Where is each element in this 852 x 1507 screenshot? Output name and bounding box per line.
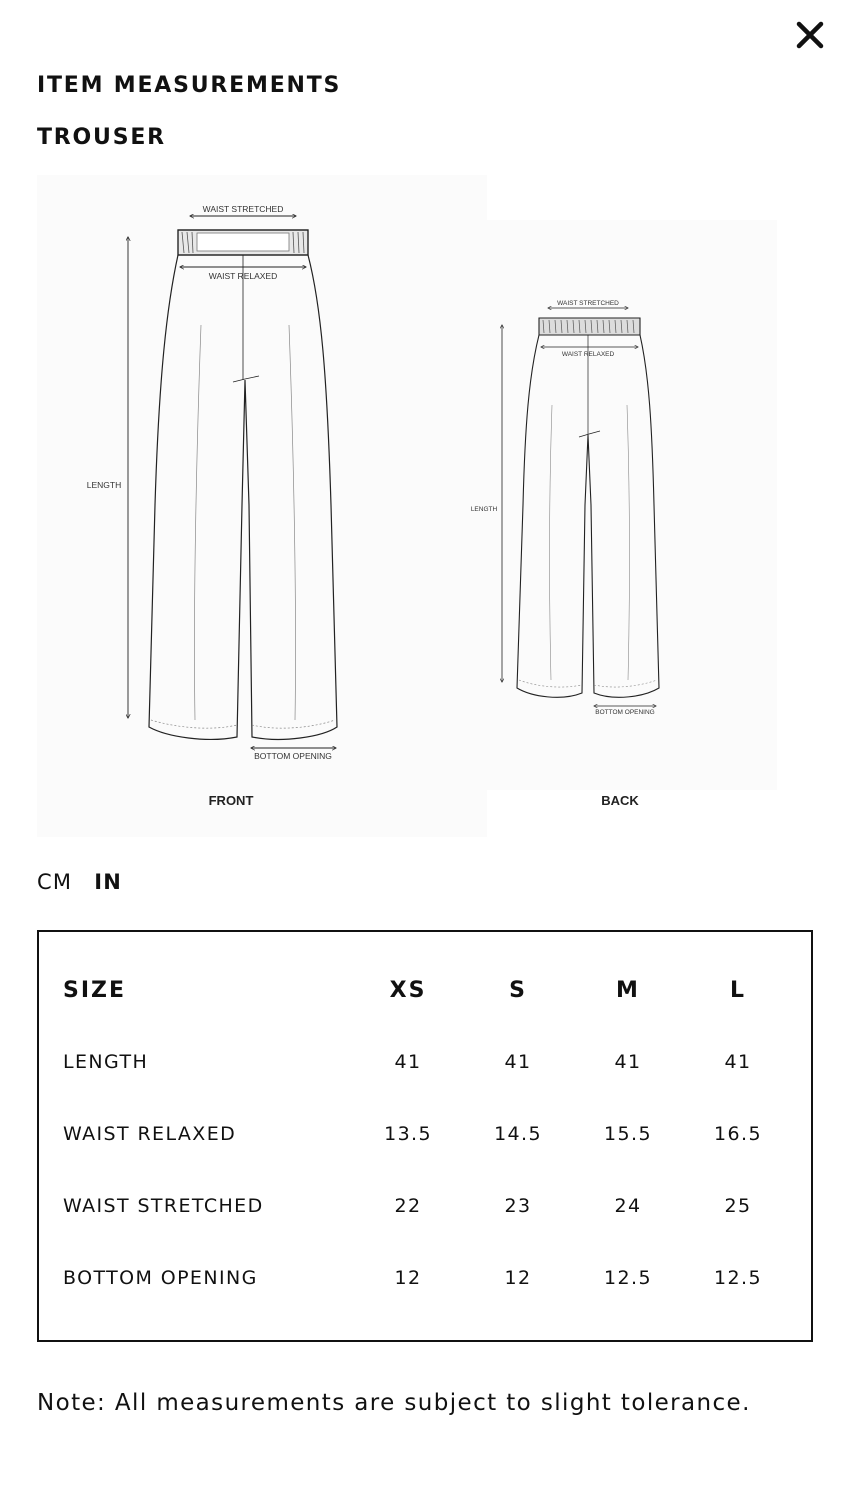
table-cell: 41 <box>394 1051 422 1073</box>
back-length-label: LENGTH <box>470 506 498 513</box>
front-waist-relaxed-label: WAIST RELAXED <box>208 271 278 281</box>
row-label: LENGTH <box>63 1051 149 1073</box>
table-cell: 12.5 <box>714 1267 762 1289</box>
unit-option-in[interactable]: IN <box>94 870 122 894</box>
unit-toggle <box>37 870 122 894</box>
front-waist-stretched-label: WAIST STRETCHED <box>202 204 284 214</box>
table-cell: 25 <box>724 1195 752 1217</box>
table-cell: 15.5 <box>604 1123 652 1145</box>
column-header-xs: XS <box>389 977 427 1003</box>
table-row <box>63 1098 793 1170</box>
row-label: BOTTOM OPENING <box>63 1267 258 1289</box>
close-icon <box>792 17 828 53</box>
column-header-l: L <box>729 977 747 1003</box>
table-cell: 12.5 <box>604 1267 652 1289</box>
back-waist-relaxed-label: WAIST RELAXED <box>561 351 615 358</box>
back-caption: BACK <box>601 793 639 808</box>
table-cell: 23 <box>504 1195 532 1217</box>
item-type-title: TROUSER <box>37 125 166 150</box>
table-cell: 16.5 <box>714 1123 762 1145</box>
size-table <box>63 954 793 1314</box>
column-header-size: SIZE <box>63 977 127 1003</box>
table-cell: 24 <box>614 1195 642 1217</box>
unit-option-cm[interactable]: CM <box>37 870 73 894</box>
table-row <box>63 1242 793 1314</box>
table-row <box>63 1026 793 1098</box>
back-bottom-opening-label: BOTTOM OPENING <box>595 709 655 716</box>
back-waist-stretched-label: WAIST STRETCHED <box>557 300 619 307</box>
column-header-s: S <box>509 977 527 1003</box>
measurement-diagram <box>37 175 777 837</box>
close-button[interactable] <box>792 17 828 53</box>
table-header-row <box>63 954 793 1026</box>
table-row <box>63 1170 793 1242</box>
table-cell: 14.5 <box>494 1123 542 1145</box>
size-chart <box>37 930 813 1342</box>
front-bottom-opening-label: BOTTOM OPENING <box>254 751 332 761</box>
table-cell: 12 <box>504 1267 532 1289</box>
table-cell: 41 <box>504 1051 532 1073</box>
table-cell: 22 <box>394 1195 422 1217</box>
table-cell: 13.5 <box>384 1123 432 1145</box>
row-label: WAIST STRETCHED <box>63 1195 264 1217</box>
column-header-m: M <box>616 977 640 1003</box>
tolerance-note: Note: All measurements are subject to slight tolerance. <box>37 1390 751 1416</box>
table-cell: 41 <box>614 1051 642 1073</box>
page-title: ITEM MEASUREMENTS <box>37 73 342 98</box>
front-caption: FRONT <box>208 793 254 808</box>
table-cell: 12 <box>394 1267 422 1289</box>
table-cell: 41 <box>724 1051 752 1073</box>
row-label: WAIST RELAXED <box>63 1123 237 1145</box>
front-length-label: LENGTH <box>86 480 122 490</box>
